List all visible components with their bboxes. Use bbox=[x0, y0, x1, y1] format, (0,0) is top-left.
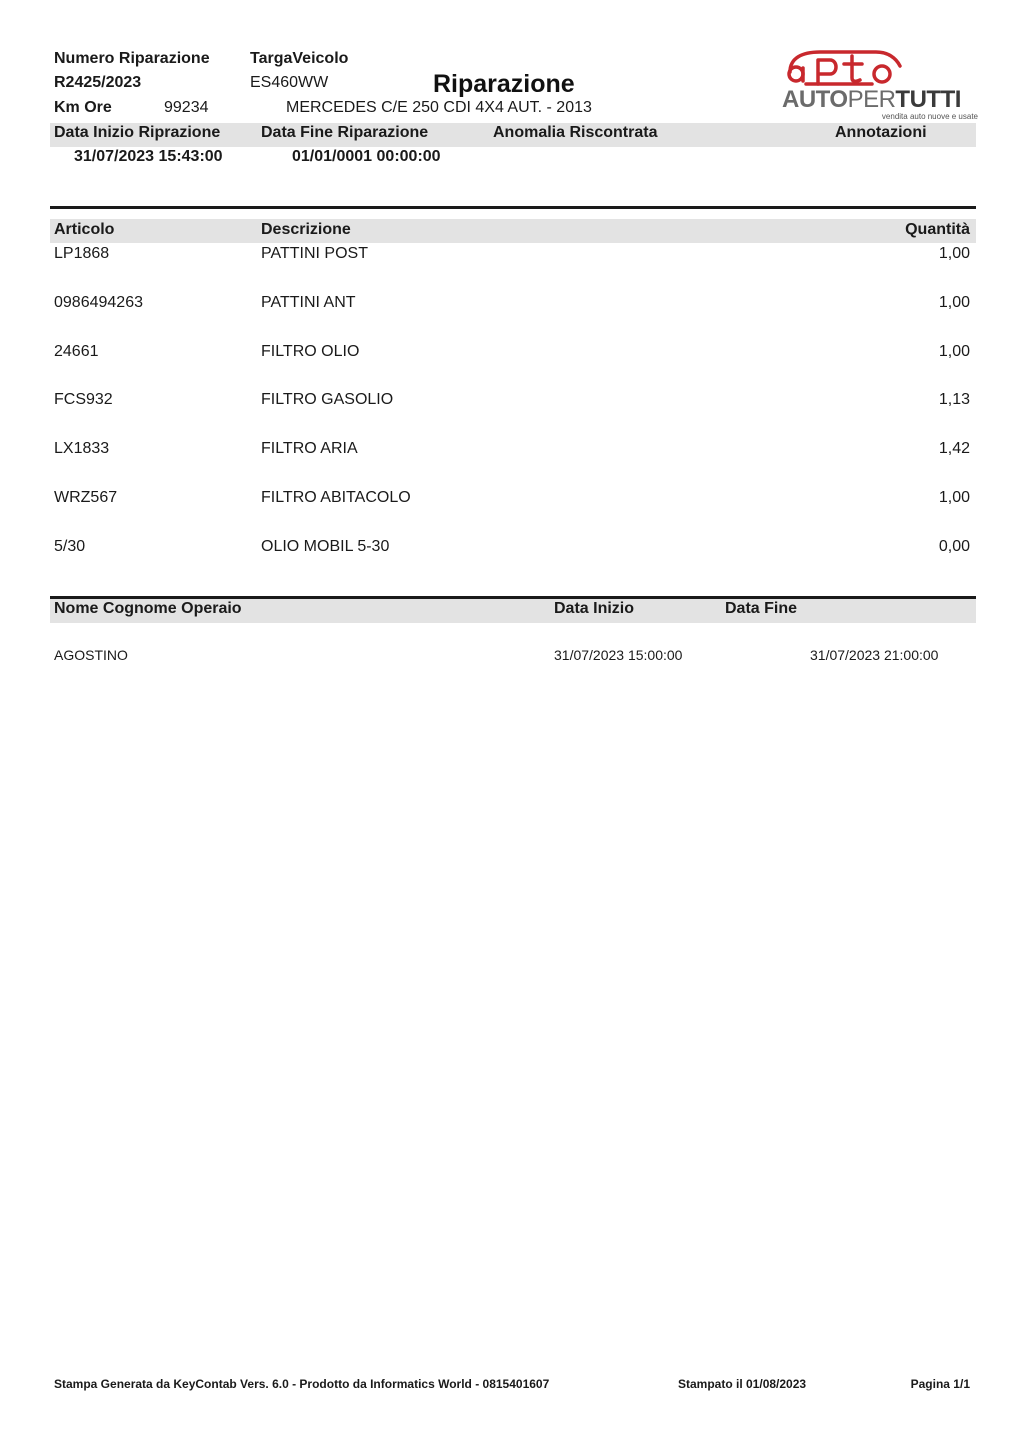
cell-data-fine: 31/07/2023 21:00:00 bbox=[810, 647, 939, 663]
cell-articolo: LP1868 bbox=[54, 245, 110, 262]
cell-descrizione: PATTINI POST bbox=[261, 245, 368, 262]
data-fine-value: 01/01/0001 00:00:00 bbox=[292, 148, 441, 165]
logo-wordmark: AUTOPERTUTTI bbox=[782, 86, 961, 113]
cell-quantita: 1,42 bbox=[938, 440, 970, 457]
km-ore-value: 99234 bbox=[164, 99, 209, 116]
cell-quantita: 1,13 bbox=[938, 391, 970, 408]
car-logo-icon bbox=[780, 48, 910, 88]
cell-descrizione: FILTRO GASOLIO bbox=[261, 391, 394, 408]
targa-veicolo-label: TargaVeicolo bbox=[250, 50, 349, 67]
targa-veicolo-value: ES460WW bbox=[250, 74, 329, 91]
numero-riparazione-label: Numero Riparazione bbox=[54, 50, 210, 67]
cell-articolo: FCS932 bbox=[54, 391, 113, 408]
km-ore-label: Km Ore bbox=[54, 99, 112, 116]
footer-printed-date: Stampato il 01/08/2023 bbox=[678, 1377, 807, 1391]
document-title: Riparazione bbox=[433, 70, 575, 98]
cell-articolo: 0986494263 bbox=[54, 294, 143, 311]
col-quantita-header: Quantità bbox=[905, 221, 970, 238]
autopertutti-logo bbox=[778, 48, 978, 124]
cell-data-inizio: 31/07/2023 15:00:00 bbox=[554, 647, 683, 663]
col-operaio-header: Nome Cognome Operaio bbox=[54, 600, 242, 617]
cell-descrizione: FILTRO ABITACOLO bbox=[261, 489, 411, 506]
logo-tagline: vendita auto nuove e usate bbox=[881, 112, 978, 121]
cell-quantita: 0,00 bbox=[938, 538, 970, 555]
anomalia-label: Anomalia Riscontrata bbox=[493, 124, 658, 141]
cell-descrizione: FILTRO ARIA bbox=[261, 440, 358, 457]
cell-articolo: WRZ567 bbox=[54, 489, 118, 506]
data-inizio-value: 31/07/2023 15:43:00 bbox=[74, 148, 223, 165]
col-data-fine-header: Data Fine bbox=[725, 600, 798, 617]
cell-descrizione: PATTINI ANT bbox=[261, 294, 356, 311]
cell-operaio: AGOSTINO bbox=[54, 647, 128, 663]
data-fine-label: Data Fine Riparazione bbox=[261, 124, 429, 141]
cell-descrizione: FILTRO OLIO bbox=[261, 343, 360, 360]
col-descrizione-header: Descrizione bbox=[261, 221, 351, 238]
cell-descrizione: OLIO MOBIL 5-30 bbox=[261, 538, 390, 555]
cell-quantita: 1,00 bbox=[938, 343, 970, 360]
items-table-top-rule bbox=[50, 206, 976, 209]
cell-quantita: 1,00 bbox=[938, 294, 970, 311]
cell-quantita: 1,00 bbox=[938, 245, 970, 262]
cell-articolo: LX1833 bbox=[54, 440, 110, 457]
footer-generated-by: Stampa Generata da KeyContab Vers. 6.0 - Prodotto da Informatics World - 0815401607 bbox=[54, 1377, 550, 1391]
cell-articolo: 5/30 bbox=[54, 538, 86, 555]
data-inizio-label: Data Inizio Riprazione bbox=[54, 124, 221, 141]
col-articolo-header: Articolo bbox=[54, 221, 115, 238]
footer-page-number: Pagina 1/1 bbox=[910, 1377, 970, 1391]
annotazioni-label: Annotazioni bbox=[835, 124, 927, 141]
numero-riparazione-value: R2425/2023 bbox=[54, 74, 142, 91]
vehicle-description: MERCEDES C/E 250 CDI 4X4 AUT. - 2013 bbox=[286, 99, 592, 116]
cell-quantita: 1,00 bbox=[938, 489, 970, 506]
cell-articolo: 24661 bbox=[54, 343, 99, 360]
col-data-inizio-header: Data Inizio bbox=[554, 600, 635, 617]
